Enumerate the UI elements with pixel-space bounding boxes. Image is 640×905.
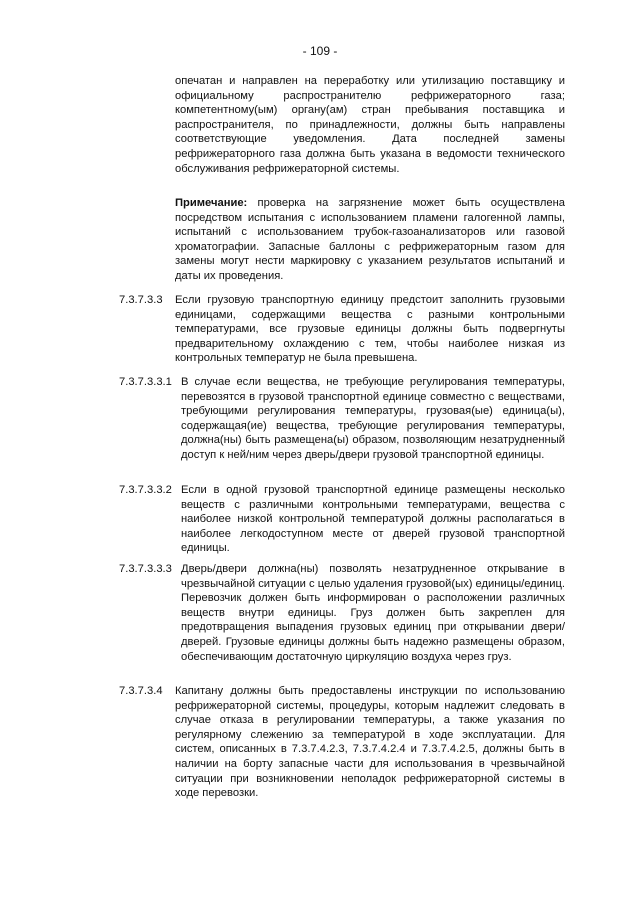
paragraph-number: 7.3.7.3.3: [119, 294, 163, 306]
note-label: Примечание:: [175, 197, 248, 209]
paragraph-text: Если в одной грузовой транспортной единице размещены несколько веществ с различными контрольными температурами, вещества с наиболее низкой контрольной температурой должны располагаться в наиболее легкодоступном месте от дверей грузовой транспортной единицы.: [181, 484, 565, 555]
paragraph-7-3-7-3-3: [119, 293, 565, 366]
continuation-paragraph: [175, 74, 565, 176]
note-paragraph: [175, 196, 565, 284]
paragraph-number: 7.3.7.3.3.2: [119, 484, 172, 496]
continuation-text: опечатан и направлен на переработку или утилизацию поставщику и официальному распространителю рефрижераторного газа; компетентному(ым) органу(ам) стран пребывания поставщика и распространителя, по принадлежности, должны быть направлены соответствующие уведомления. Дата последней замены рефрижераторного газа должна быть указана в ведомости технического обслуживания рефрижераторной системы.: [175, 75, 565, 175]
paragraph-number: 7.3.7.3.3.1: [119, 376, 172, 388]
paragraph-text: Капитану должны быть предоставлены инструкции по использованию рефрижераторной системы, процедуры, которым надлежит следовать в случае отказа в регулировании температуры, а также указания по регулярному слежению за температурой в ходе эксплуатации. Для систем, описанных в 7.3.7.4.2.3, 7.3.7.4.2.4 и 7.3.7.4.2.5, должны быть в наличии на борту запасные части для использования в чрезвычайной ситуации при возникновении неполадок рефрижераторной системы в ходе перевозки.: [175, 685, 565, 800]
paragraph-text: В случае если вещества, не требующие регулирования температуры, перевозятся в грузовой транспортной единице совместно с веществами, требующими регулирования температуры, грузовая(ые) единица(ы), содержащая(ие) вещества, требующие регулирования температуры, должна(ны) быть размещена(ы) образом, позволяющим незатрудненный доступ к ней/ним через дверь/двери грузовой транспортной единицы.: [181, 376, 565, 461]
page-number: - 109 -: [302, 44, 338, 58]
paragraph-number: 7.3.7.3.3.3: [119, 563, 172, 575]
paragraph-number: 7.3.7.3.4: [119, 685, 163, 697]
paragraph-text: Дверь/двери должна(ны) позволять незатрудненное открывание в чрезвычайной ситуации с целью удаления грузовой(ых) единицы/единиц. Перевозчик должен быть информирован о расположении различных веществ внутри единицы. Груз должен быть закреплен для предотвращения выпадения грузовых единиц при открывании двери/дверей. Грузовые единицы должны быть надежно размещены образом, обеспечивающим достаточную циркуляцию воздуха через груз.: [181, 563, 565, 663]
paragraph-7-3-7-3-3-2: [119, 483, 565, 556]
note-text: проверка на загрязнение может быть осуществлена посредством испытания с использованием пламени галогенной лампы, испытаний с использованием трубок-газоанализаторов или газовой хроматографии. Запасные баллоны с рефрижераторным газом для замены могут нести маркировку с указанием результатов испытаний и даты их проведения.: [175, 197, 565, 282]
paragraph-7-3-7-3-3-1: [119, 375, 565, 463]
paragraph-7-3-7-3-4: [119, 684, 565, 801]
paragraph-text: Если грузовую транспортную единицу предстоит заполнить грузовыми единицами, содержащими вещества с разными контрольными температурами, все грузовые единицы должны быть подвергнуты предварительному охлаждению с тем, чтобы наиболее низкая из контрольных температур не была превышена.: [175, 294, 565, 365]
paragraph-7-3-7-3-3-3: [119, 562, 565, 664]
